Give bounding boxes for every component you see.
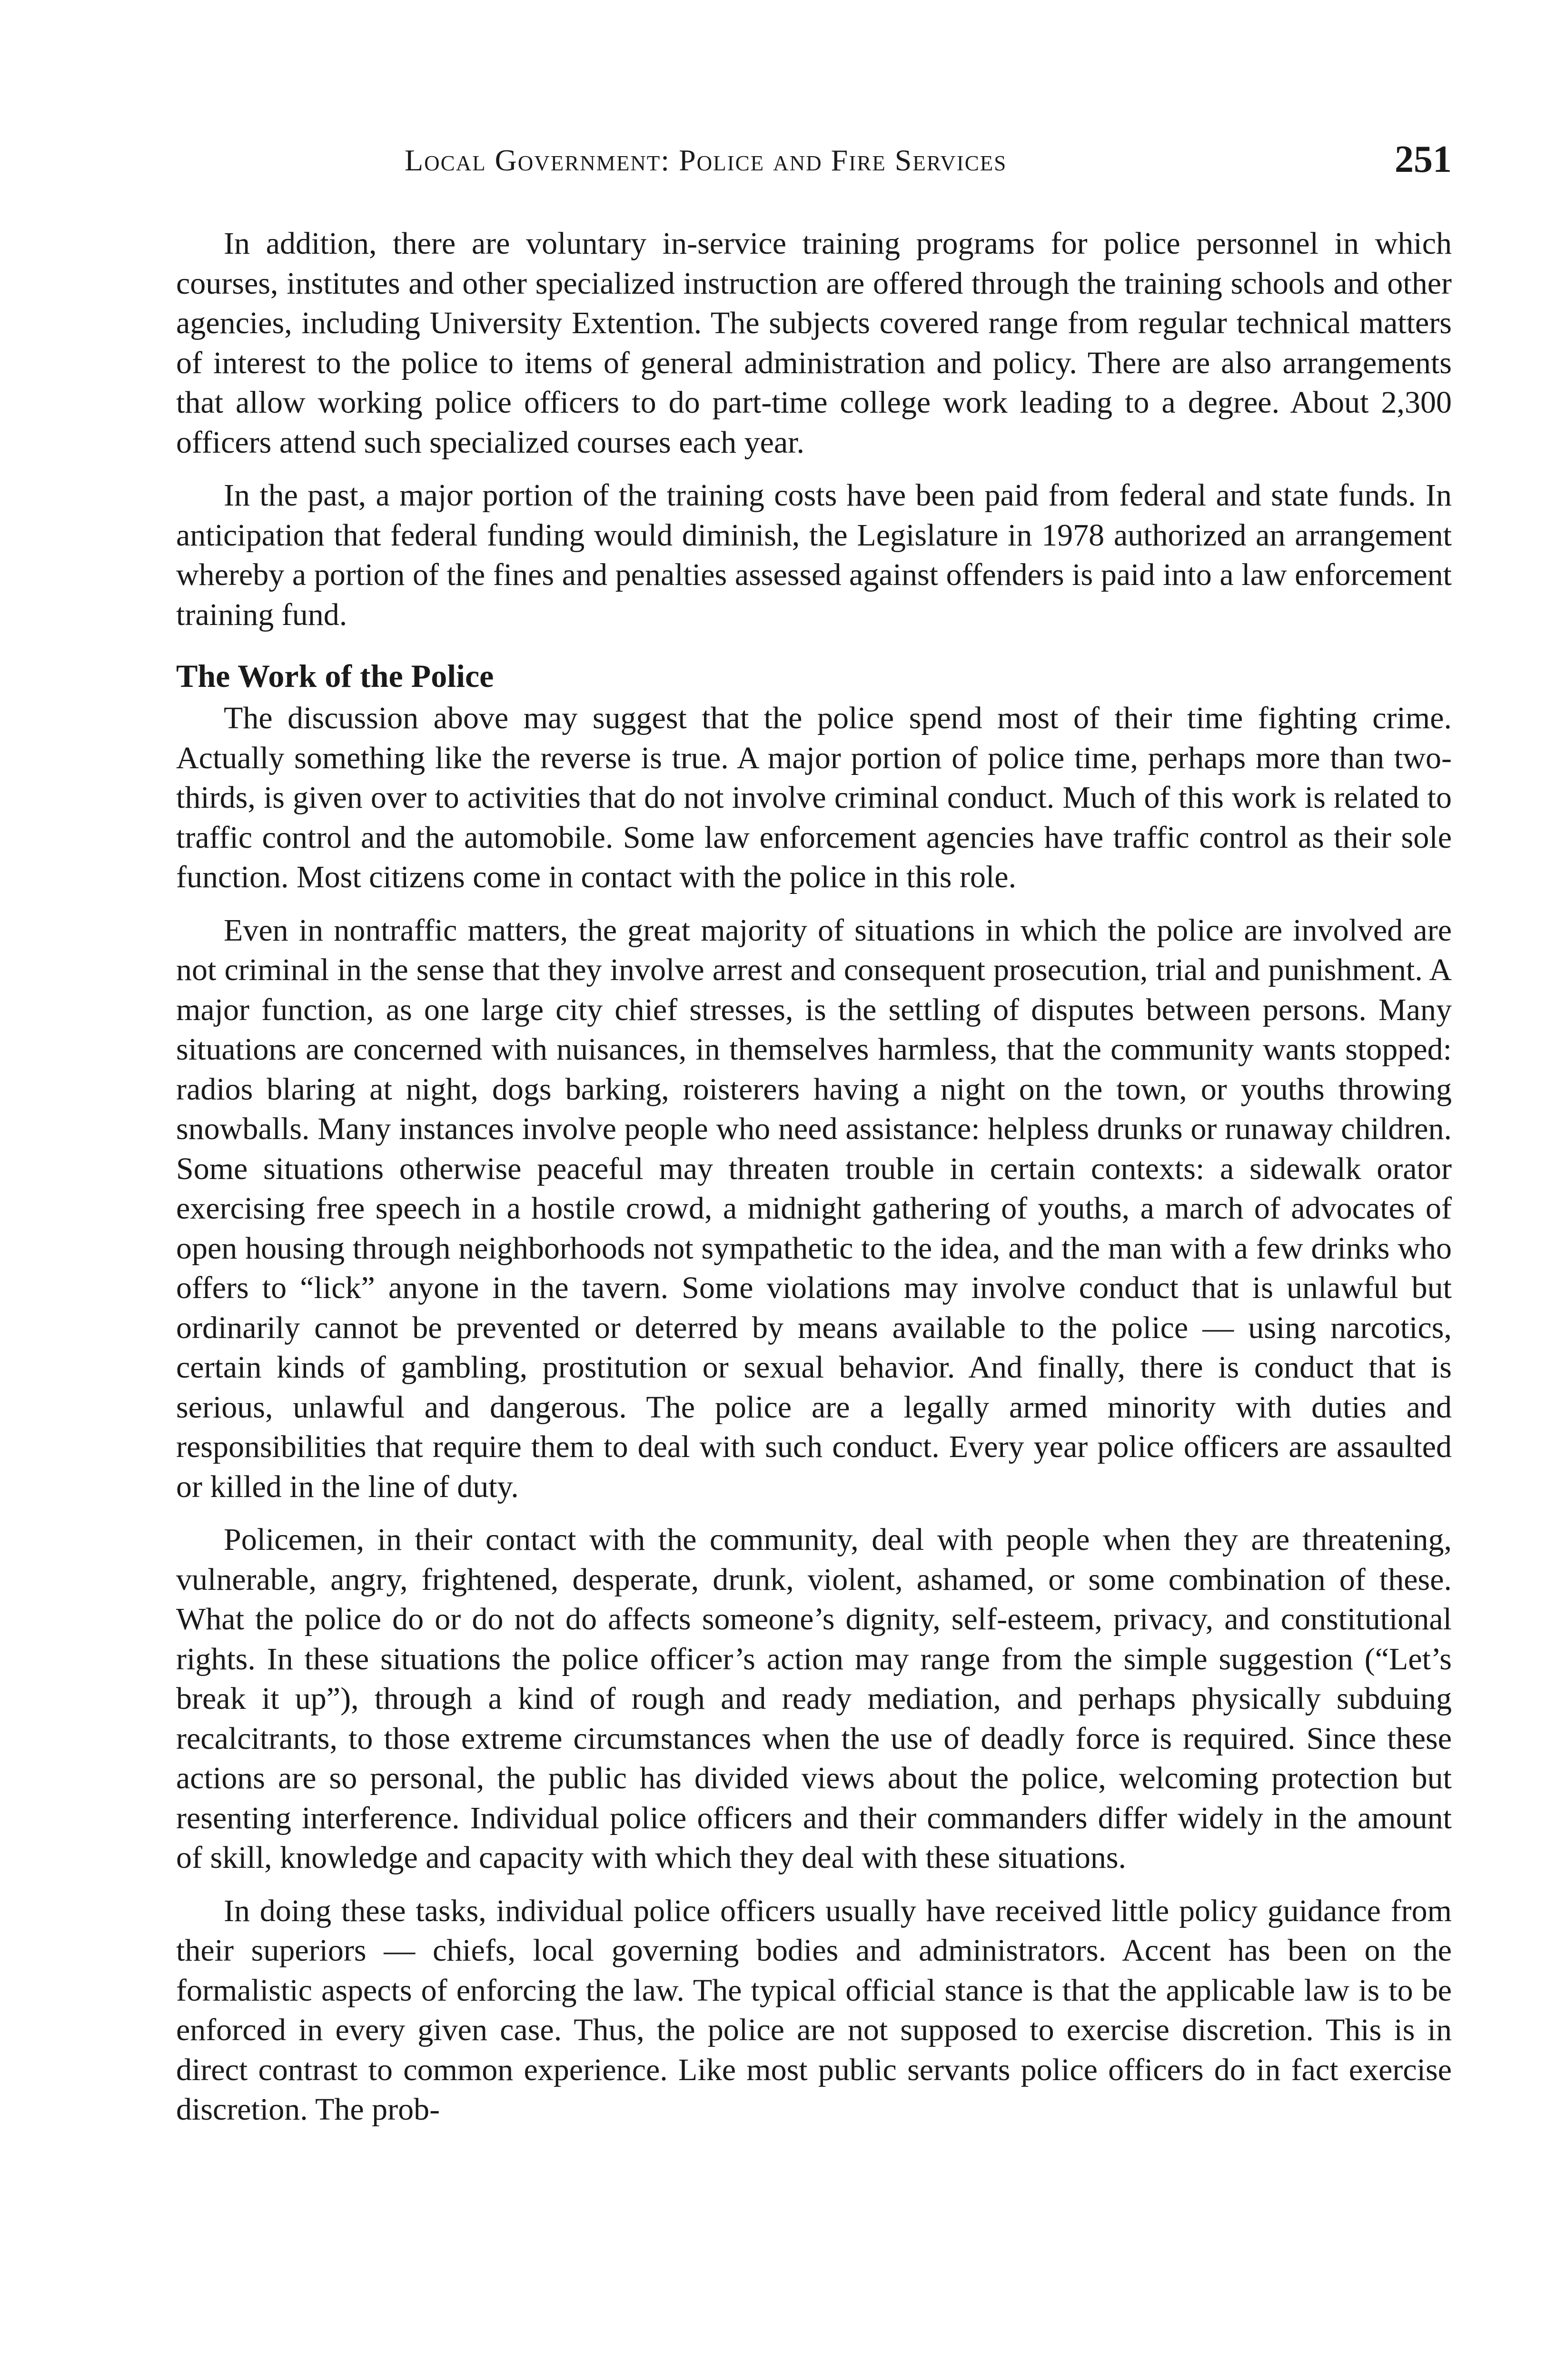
paragraph-police-time: The discussion above may suggest that the police spend most of their time fighting crime. Actually something like the reverse is true. A major portion of police time, perhaps more than two-thirds, is given over to activities that do not involve criminal conduct. Much of this work is related to traffic control and the automobile. Some law enforcement agencies have traffic control as their sole function. Most citizens come in contact with the police in this role. xyxy=(176,701,1452,894)
paragraph-policy-guidance: In doing these tasks, individual police officers usually have received little policy guidance from their superiors — chiefs, local governing bodies and administrators. Accent has been on the formalistic aspects of enforcing the law. The typical official stance is that the applicable law is to be enforced in every given case. Thus, the police are not supposed to exercise discretion. This is in direct contrast to common experience. Like most public servants police officers do in fact exercise discretion. The prob- xyxy=(176,1893,1452,2127)
paragraph-training-programs: In addition, there are voluntary in-service training programs for police personnel in which courses, institutes and other specialized instruction are offered through the training schools and other agencies, including University Extention. The subjects covered range from regular technical matters of interest to the police to items of general administration and policy. There are also arrangements that allow working police officers to do part-time college work leading to a degree. About 2,300 officers attend such specialized courses each year. xyxy=(176,226,1452,460)
paragraph-nontraffic-matters: Even in nontraffic matters, the great majority of situations in which the police are involved are not criminal in the sense that they involve arrest and consequent prosecution, trial and punishment. A major function, as one large city chief stresses, is the settling of disputes between persons. Many situations are concerned with nuisances, in themselves harmless, that the community wants stopped: radios blaring at night, dogs barking, roisterers having a night on the town, or youths throwing snowballs. Many instances involve people who need assistance: helpless drunks or runaway children. Some situations otherwise peaceful may threaten trouble in certain contexts: a sidewalk orator exercising free speech in a hostile crowd, a midnight gathering of youths, a march of advocates of open housing through neighborhoods not sympathetic to the idea, and the man with a few drinks who offers to “lick” anyone in the tavern. Some violations may involve conduct that is unlawful but ordinarily cannot be prevented or deterred by means available to the police — using narcotics, certain kinds of gambling, prostitution or sexual behavior. And finally, there is conduct that is serious, unlawful and dangerous. The police are a legally armed minority with duties and responsibilities that require them to deal with such conduct. Every year police officers are assaulted or killed in the line of duty. xyxy=(176,912,1452,1504)
book-page xyxy=(176,138,1452,2143)
body-text xyxy=(176,224,1452,2130)
paragraph-community-contact: Policemen, in their contact with the community, deal with people when they are threatening, vulnerable, angry, frightened, desperate, drunk, violent, ashamed, or some combination of these. What the police do or do not do affects someone’s dignity, self-esteem, privacy, and constitutional rights. In these situations the police officer’s action may range from the simple suggestion (“Let’s break it up”), through a kind of rough and ready mediation, and perhaps physically subduing recalcitrants, to those extreme circumstances when the use of deadly force is required. Since these actions are so personal, the public has divided views about the police, welcoming protection but resenting interference. Individual police officers and their commanders differ widely in the amount of skill, knowledge and capacity with which they deal with these situations. xyxy=(176,1522,1452,1875)
running-title: Local Government: Police and Fire Services xyxy=(405,143,1007,177)
section-heading: The Work of the Police xyxy=(176,658,494,694)
page-number: 251 xyxy=(1395,139,1452,180)
running-head xyxy=(176,138,1452,195)
paragraph-training-costs: In the past, a major portion of the training costs have been paid from federal and state funds. In anticipation that federal funding would diminish, the Legislature in 1978 authorized an arrangement whereby a portion of the fines and penalties assessed against offenders is paid into a law enforcement training fund. xyxy=(176,478,1452,632)
